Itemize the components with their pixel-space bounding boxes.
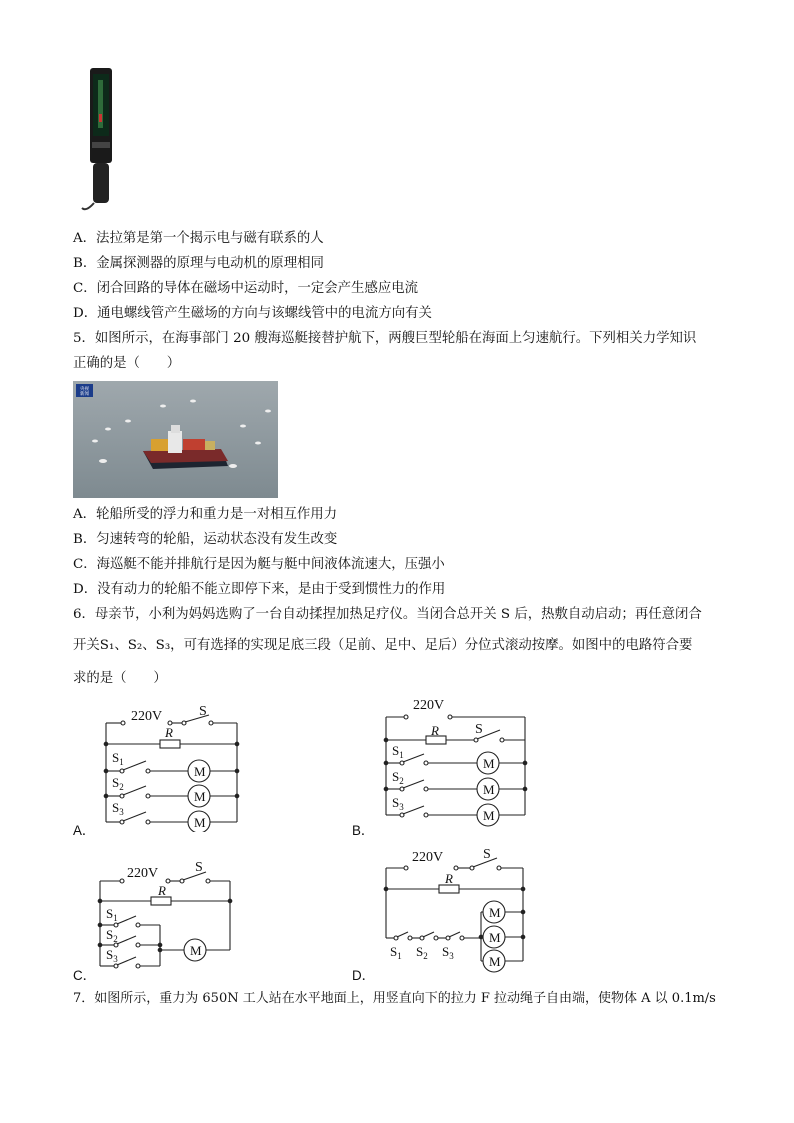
- q4-option-a: A．法拉第是第一个揭示电与磁有联系的人: [73, 231, 324, 246]
- circuit-c-s2: S: [106, 927, 114, 942]
- circuit-a-s3-sub: 3: [119, 807, 124, 817]
- circuit-d-s3-sub: 3: [449, 951, 454, 961]
- q6-stem-line3: 求的是（ ）: [73, 671, 167, 686]
- svg-text:S1: [390, 944, 402, 961]
- q5-stem-line1: 5．如图所示，在海事部门 20 艘海巡艇接替护航下，两艘巨型轮船在海面上匀速航行。下列相关力学知识: [73, 331, 697, 346]
- circuit-d-motor-1: M: [489, 905, 501, 920]
- q6-option-d-label: D．: [352, 968, 376, 983]
- circuit-a-motor-2: M: [194, 789, 206, 804]
- svg-text:S2: [106, 927, 118, 944]
- q5-stem-line2: 正确的是（ ）: [73, 356, 181, 371]
- circuit-d-s3: S: [442, 944, 450, 959]
- circuit-c-switch-s: S: [195, 860, 203, 875]
- circuit-b-s2-sub: 2: [399, 776, 404, 786]
- circuit-b-s3: S: [392, 795, 400, 810]
- ship-photo: [73, 381, 278, 498]
- svg-text:S3: [112, 800, 124, 817]
- circuit-d-motor-3: M: [489, 954, 501, 969]
- circuit-d-s2-sub: 2: [423, 951, 428, 961]
- circuit-a: [98, 700, 243, 832]
- circuit-d-s1: S: [390, 944, 398, 959]
- circuit-b-s3-sub: 3: [399, 802, 404, 812]
- q6-stem-line1: 6．母亲节，小利为妈妈选购了一台自动揉捏加热足疗仪。当闭合总开关 S 后，热敷自动启动；再任意闭合: [73, 607, 702, 622]
- q6-stem-line2: 开关S₁、S₂、S₃，可有选择的实现足底三段（足前、足中、足后）分位式滚动按摩。如图中的电路符合要: [73, 638, 693, 653]
- svg-text:S1: [392, 743, 404, 760]
- circuit-c-voltage: 220V: [127, 866, 159, 881]
- circuit-d-s1-sub: 1: [397, 951, 402, 961]
- circuit-a-motor-3: M: [194, 815, 206, 830]
- circuit-c-s1: S: [106, 906, 114, 921]
- svg-text:S2: [416, 944, 428, 961]
- q6-option-c-label: C．: [73, 968, 97, 983]
- circuit-c-s3-sub: 3: [113, 954, 118, 964]
- circuit-a-s2-sub: 2: [119, 782, 124, 792]
- circuit-c-s1-sub: 1: [113, 913, 118, 923]
- svg-text:新闻: 新闻: [80, 391, 89, 396]
- q6-option-a-label: A．: [73, 823, 96, 838]
- circuit-b-motor-1: M: [483, 756, 495, 771]
- circuit-b-voltage: 220V: [413, 698, 445, 713]
- svg-text:央视: 央视: [80, 386, 89, 391]
- circuit-a-resistor-label: R: [165, 725, 173, 740]
- circuit-c-motor: M: [190, 943, 202, 958]
- circuit-a-s1: S: [112, 750, 120, 765]
- svg-text:S2: [392, 769, 404, 786]
- circuit-a-s3: S: [112, 800, 120, 815]
- q7-stem-line1: 7．如图所示，重力为 650N 工人站在水平地面上，用竖直向下的拉力 F 拉动绳子自由端，使物体 A 以 0.1m/s: [73, 991, 716, 1006]
- circuit-c-s3: S: [106, 947, 114, 962]
- metal-detector-photo: [78, 66, 118, 218]
- q4-option-c: C．闭合回路的导体在磁场中运动时，一定会产生感应电流: [73, 281, 419, 296]
- circuit-c-resistor-label: R: [158, 883, 166, 898]
- svg-text:S1: [112, 750, 124, 767]
- svg-text:S2: [112, 775, 124, 792]
- circuit-b-resistor-label: R: [431, 723, 439, 738]
- q4-option-d: D．通电螺线管产生磁场的方向与该螺线管中的电流方向有关: [73, 306, 432, 321]
- circuit-a-motor-1: M: [194, 764, 206, 779]
- q5-option-d: D．没有动力的轮船不能立即停下来，是由于受到惯性力的作用: [73, 582, 446, 597]
- circuit-b-switch-s: S: [475, 722, 483, 737]
- circuit-c: [92, 853, 237, 975]
- circuit-d-resistor-label: R: [445, 871, 453, 886]
- circuit-b-s1: S: [392, 743, 400, 758]
- svg-text:S3: [106, 947, 118, 964]
- circuit-a-voltage: 220V: [131, 709, 163, 724]
- q5-option-b: B．匀速转弯的轮船，运动状态没有发生改变: [73, 532, 338, 547]
- circuit-a-s2: S: [112, 775, 120, 790]
- circuit-d-voltage: 220V: [412, 850, 444, 865]
- q6-option-b-label: B．: [352, 823, 375, 838]
- q4-option-b: B．金属探测器的原理与电动机的原理相同: [73, 256, 324, 271]
- circuit-d: [380, 843, 530, 976]
- circuit-b-s2: S: [392, 769, 400, 784]
- q5-option-a: A．轮船所受的浮力和重力是一对相互作用力: [73, 507, 338, 522]
- circuit-d-s2: S: [416, 944, 424, 959]
- circuit-d-motor-2: M: [489, 930, 501, 945]
- svg-text:S3: [442, 944, 454, 961]
- circuit-a-s1-sub: 1: [119, 757, 124, 767]
- svg-text:S1: [106, 906, 118, 923]
- circuit-b-motor-3: M: [483, 808, 495, 823]
- circuit-b-motor-2: M: [483, 782, 495, 797]
- svg-text:S3: [392, 795, 404, 812]
- circuit-a-switch-s: S: [199, 704, 207, 719]
- q5-option-c: C．海巡艇不能并排航行是因为艇与艇中间液体流速大，压强小: [73, 557, 445, 572]
- circuit-c-s2-sub: 2: [113, 934, 118, 944]
- circuit-d-switch-s: S: [483, 847, 491, 862]
- circuit-b: [378, 690, 533, 832]
- circuit-b-s1-sub: 1: [399, 750, 404, 760]
